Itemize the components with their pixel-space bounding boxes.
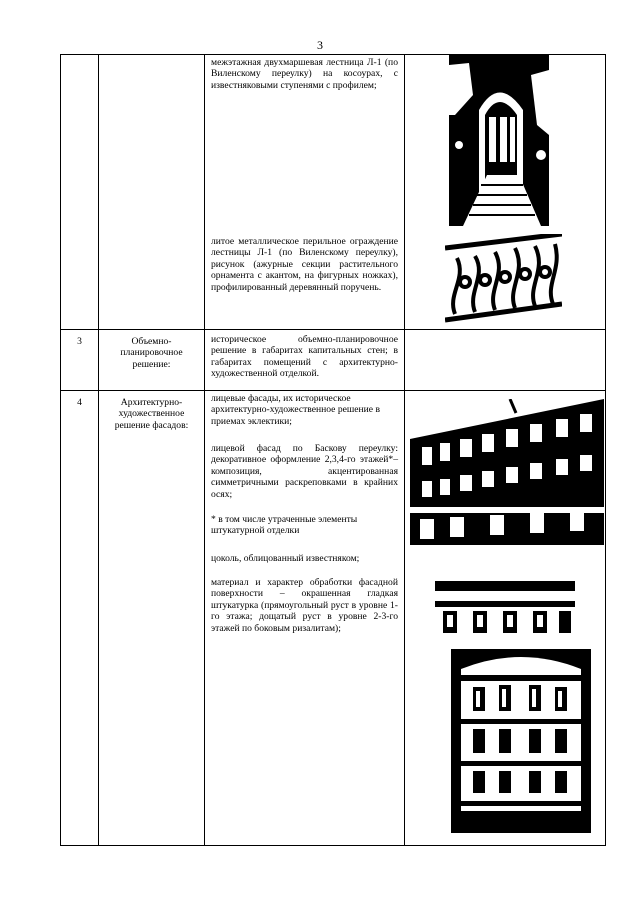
row-name-cell <box>99 55 205 330</box>
table-row <box>61 391 606 846</box>
row-name: Объемно-планировочное решение: <box>120 336 183 370</box>
description-paragraph: историческое объемно-планировочное решение в габаритах капитальных стен; в габаритах помещений с архитектурно-художественной отделкой. <box>211 334 398 380</box>
row-description-cell <box>205 55 405 330</box>
row-number-cell <box>61 391 99 846</box>
description-paragraph: литое металлическое перильное ограждение лестницы Л-1 (по Виленскому переулку), рисунок (ажурные секции растительного орнамента с акантом, на фигурных ножках), профилированный деревянный поручень. <box>211 236 398 293</box>
description-paragraph: * в том числе утраченные элементы штукатурной отделки <box>211 514 358 537</box>
row-number-cell <box>61 55 99 330</box>
description-paragraph: лицевые фасады, их историческое архитектурно-художественное решение в приемах эклектики; <box>211 393 380 427</box>
row-description-cell <box>205 391 405 846</box>
row-photo-cell <box>405 55 606 330</box>
row-photo-cell <box>405 391 606 846</box>
row-name: Архитектурно-художественное решение фасадов: <box>114 397 189 431</box>
page-number: 3 <box>317 38 323 52</box>
row-number: 4 <box>77 397 82 408</box>
photo-staircase-arch <box>449 55 549 226</box>
photo-street-facade <box>410 399 604 557</box>
description-paragraph: лицевой фасад по Баскову переулку: декоративное оформление 2,3,4-го этажей*– композиция, акцентированная симметричными раскреповками в крайних осях; <box>211 443 398 500</box>
description-paragraph: материал и характер обработки фасадной поверхности – окрашенная гладкая штукатурка (прямоугольный руст в уровне 1-го этажа; дощатый руст в уровне 2-3-го этажей по боковым ризалитам); <box>211 577 398 634</box>
row-name-cell <box>99 391 205 846</box>
photo-cast-iron-railing <box>445 234 562 327</box>
table-row <box>61 330 606 391</box>
description-paragraph: цоколь, облицованный известняком; <box>211 553 360 564</box>
photo-facade-corner <box>451 649 591 833</box>
row-photo-cell <box>405 330 606 391</box>
table-row <box>61 55 606 330</box>
row-description-cell <box>205 330 405 391</box>
protected-elements-table <box>60 54 606 846</box>
photo-facade-detail <box>435 581 575 637</box>
row-number-cell <box>61 330 99 391</box>
description-paragraph: межэтажная двухмаршевая лестница Л-1 (по Виленскому переулку) на косоурах, с известняковыми ступенями с профилем; <box>211 57 398 91</box>
row-number: 3 <box>77 336 82 347</box>
row-name-cell <box>99 330 205 391</box>
